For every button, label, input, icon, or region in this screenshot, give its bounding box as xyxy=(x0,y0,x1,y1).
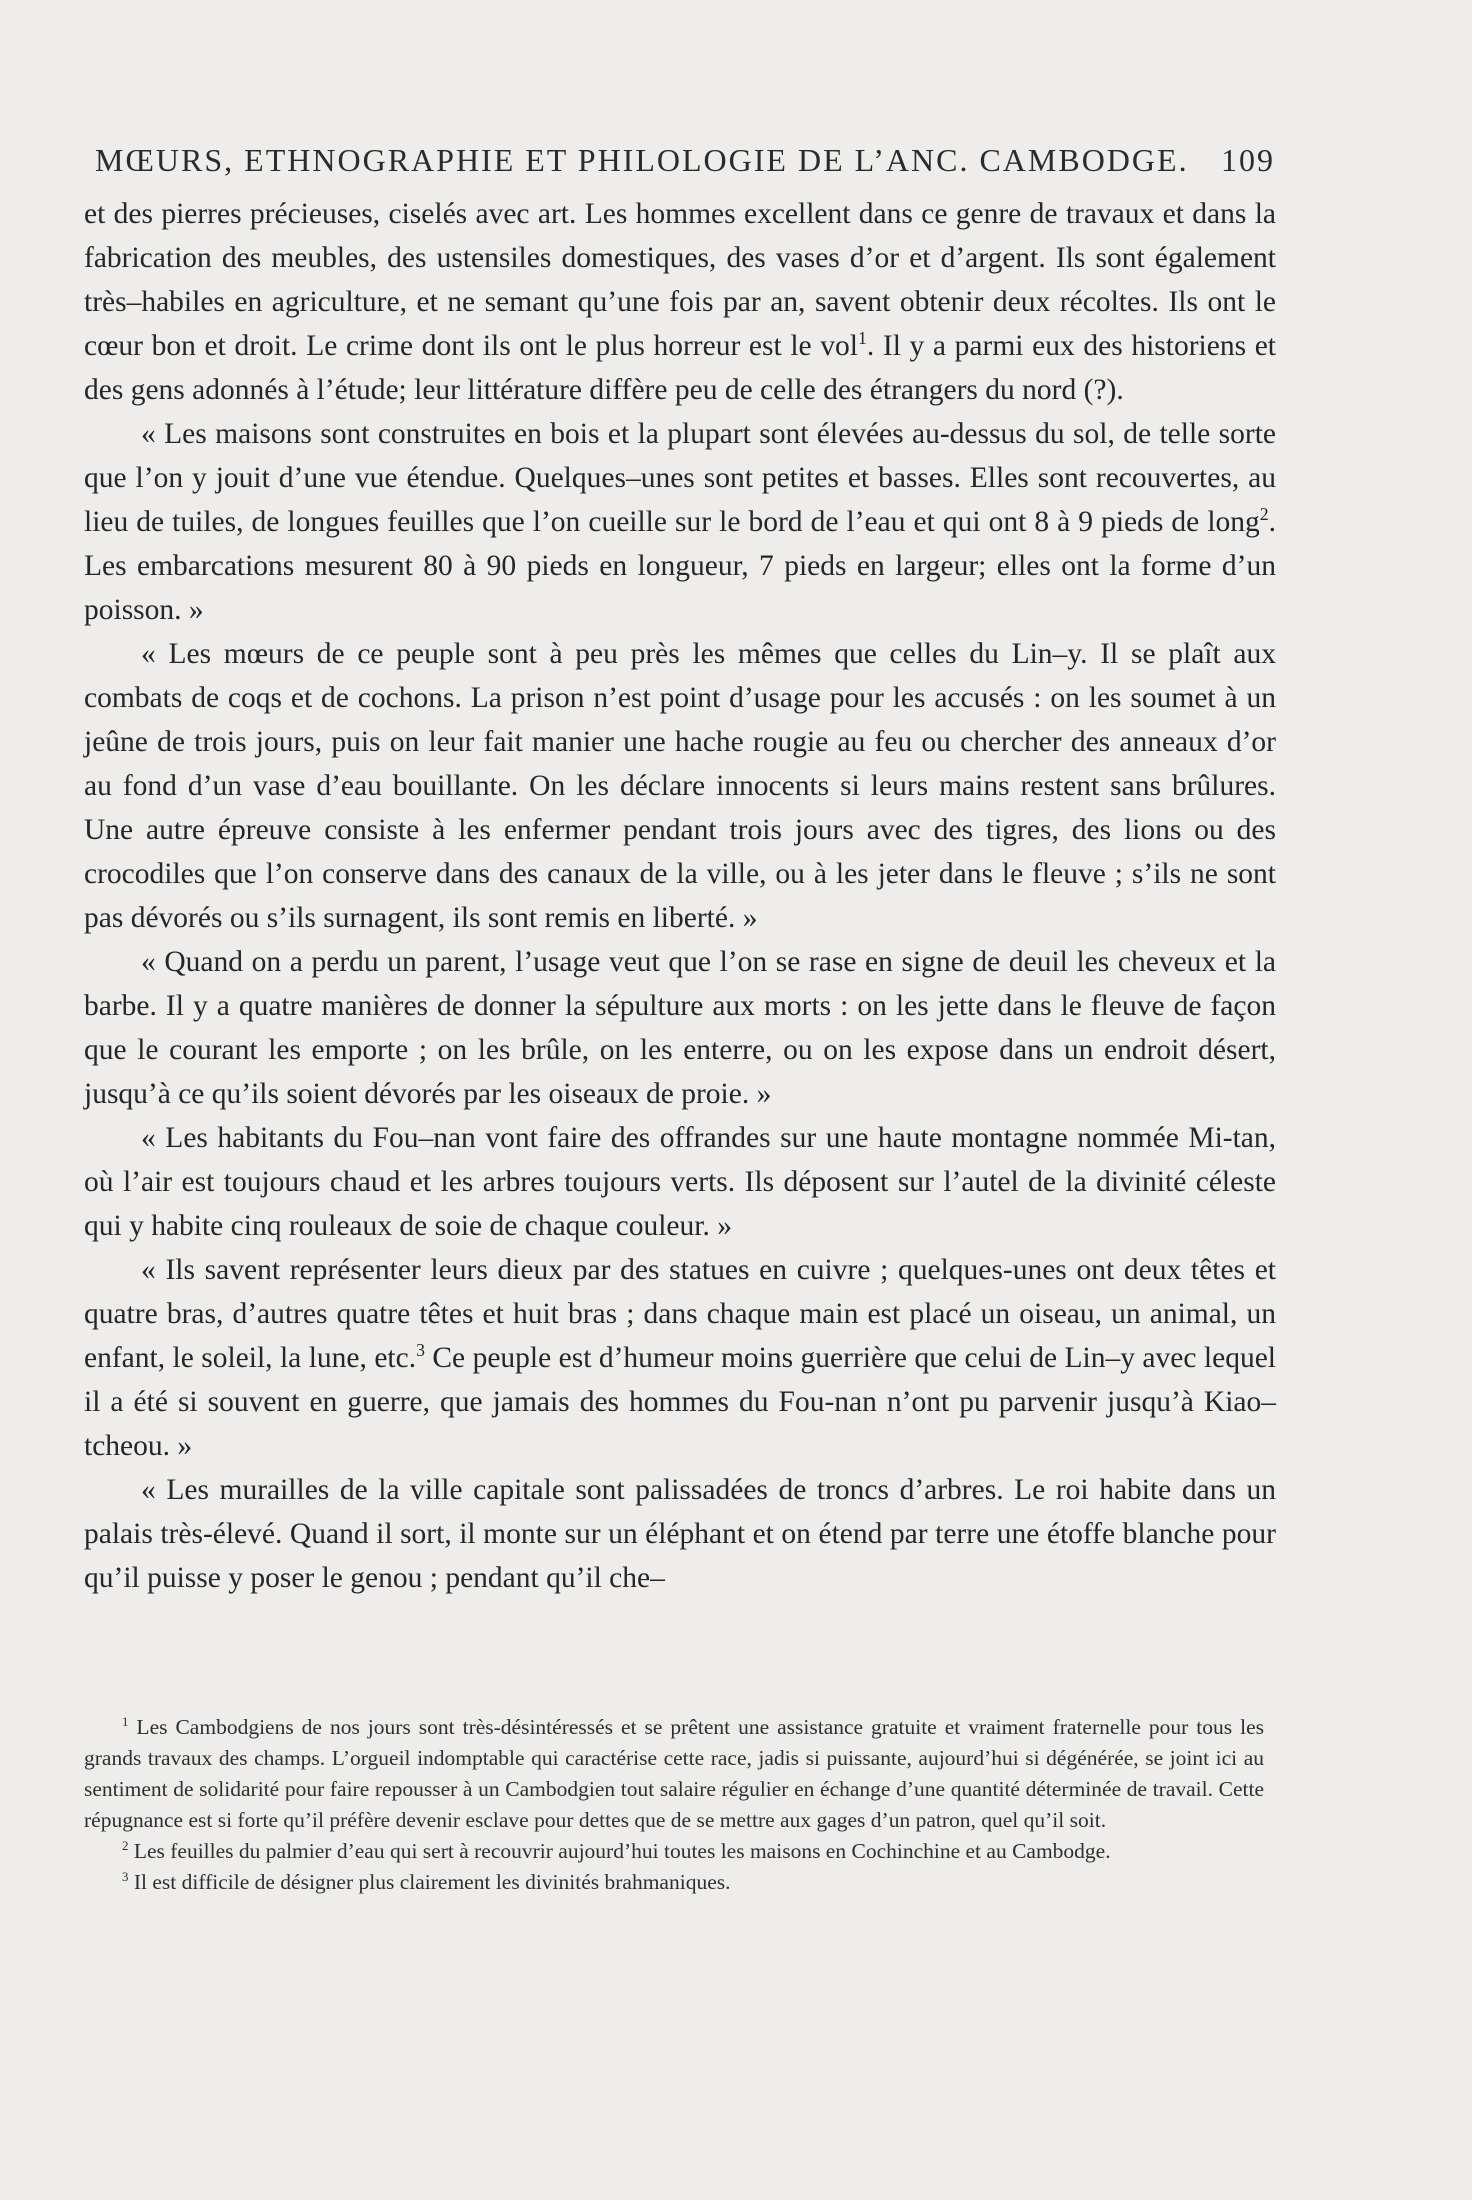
running-title: MŒURS, ETHNOGRAPHIE ET PHILOLOGIE DE L’ANC. CAMBODGE. xyxy=(95,142,1189,178)
footnote-2: $^2$ Les feuilles du palmier d’eau qui sert à recouvrir aujourd’hui toutes les maisons en Cochinchine et au Cambodge. xyxy=(122,1838,1111,1863)
footnotes xyxy=(84,1712,1264,1898)
paragraph-2: « Les maisons sont construites en bois et la plupart sont élevées au-dessus du sol, de telle sorte que l’on y jouit d’une vue étendue. Quelques–unes sont petites et basses. Elles sont recouvertes, au lieu de tuiles, de longues feuilles que l’on cueille sur le bord de l’eau et qui ont 8 à 9 pieds de long$^2$. Les embarcations mesurent 80 à 90 pieds en longueur, 7 pieds en largeur; elles ont la forme d’un poisson. » xyxy=(84,418,1276,626)
paragraph-4: « Quand on a perdu un parent, l’usage veut que l’on se rase en signe de deuil les cheveux et la barbe. Il y a quatre manières de donner la sépulture aux morts : on les jette dans le fleuve de façon que le courant les emporte ; on les brûle, on les enterre, ou on les expose dans un endroit désert, jusqu’à ce qu’ils soient dévorés par les oiseaux de proie. » xyxy=(84,946,1276,1110)
paragraph-3: « Les mœurs de ce peuple sont à peu près les mêmes que celles du Lin–y. Il se plaît aux combats de coqs et de cochons. La prison n’est point d’usage pour les accusés : on les soumet à un jeûne de trois jours, puis on leur fait manier une hache rougie au feu ou chercher des anneaux d’or au fond d’un vase d’eau bouillante. On les déclare innocents si leurs mains restent sans brûlures. Une autre épreuve consiste à les enfermer pendant trois jours avec des tigres, des lions ou des crocodiles que l’on conserve dans des canaux de la ville, ou à les jeter dans le fleuve ; s’ils ne sont pas dévorés ou s’ils surnagent, ils sont remis en liberté. » xyxy=(84,638,1276,934)
footnote-marker-3: 3 xyxy=(122,1869,129,1884)
paragraph-1: et des pierres précieuses, ciselés avec art. Les hommes excellent dans ce genre de travaux et dans la fabrication des meubles, des ustensiles domestiques, des vases d’or et d’argent. Ils sont également très–habiles en agriculture, et ne semant qu’une fois par an, savent obtenir deux récoltes. Ils ont le cœur bon et droit. Le crime dont ils ont le plus horreur est le vol$^1$. Il y a parmi eux des historiens et des gens adonnés à l’étude; leur littérature diffère peu de celle des étrangers du nord (?). xyxy=(84,198,1276,406)
footnote-3: $^3$ Il est difficile de désigner plus clairement les divinités brahmaniques. xyxy=(122,1869,731,1894)
footnote-ref-2: 2 xyxy=(1259,504,1269,525)
paragraph-5: « Les habitants du Fou–nan vont faire des offrandes sur une haute montagne nommée Mi-tan, où l’air est toujours chaud et les arbres toujours verts. Ils déposent sur l’autel de la divinité céleste qui y habite cinq rouleaux de soie de chaque couleur. » xyxy=(84,1122,1276,1242)
footnote-ref-3: 3 xyxy=(416,1340,425,1361)
page-number: 109 xyxy=(1221,142,1275,178)
footnote-marker-2: 2 xyxy=(122,1838,129,1853)
paragraph-6: « Ils savent représenter leurs dieux par des statues en cuivre ; quelques-unes ont deux têtes et quatre bras, d’autres quatre têtes et huit bras ; dans chaque main est placé un oiseau, un animal, un enfant, le soleil, la lune, etc.$^3$ Ce peuple est d’humeur moins guerrière que celui de Lin–y avec lequel il a été si souvent en guerre, que jamais des hommes du Fou-nan n’ont pu parvenir jusqu’à Kiao–tcheou. » xyxy=(84,1254,1276,1462)
paragraph-7: « Les murailles de la ville capitale sont palissadées de troncs d’arbres. Le roi habite dans un palais très-élevé. Quand il sort, il monte sur un éléphant et on étend par terre une étoffe blanche pour qu’il puisse y poser le genou ; pendant qu’il che– xyxy=(84,1474,1276,1594)
main-text xyxy=(84,192,1276,1600)
footnote-ref-1: 1 xyxy=(858,328,867,349)
running-header xyxy=(95,140,1275,180)
footnote-marker-1: 1 xyxy=(122,1714,129,1729)
footnote-1: $^1$ Les Cambodgiens de nos jours sont très-désintéressés et se prêtent une assistance gratuite et vraiment fraternelle pour tous les grands travaux des champs. L’orgueil indomptable qui caractérise cette race, jadis si puissante, aujourd’hui si dégénérée, se joint ici au sentiment de solidarité pour faire repousser à un Cambodgien tout salaire régulier en échange d’une quantité déterminée de travail. Cette répugnance est si forte qu’il préfère devenir esclave pour dettes que de se mettre aux gages d’un patron, quel qu’il soit. xyxy=(84,1714,1264,1832)
